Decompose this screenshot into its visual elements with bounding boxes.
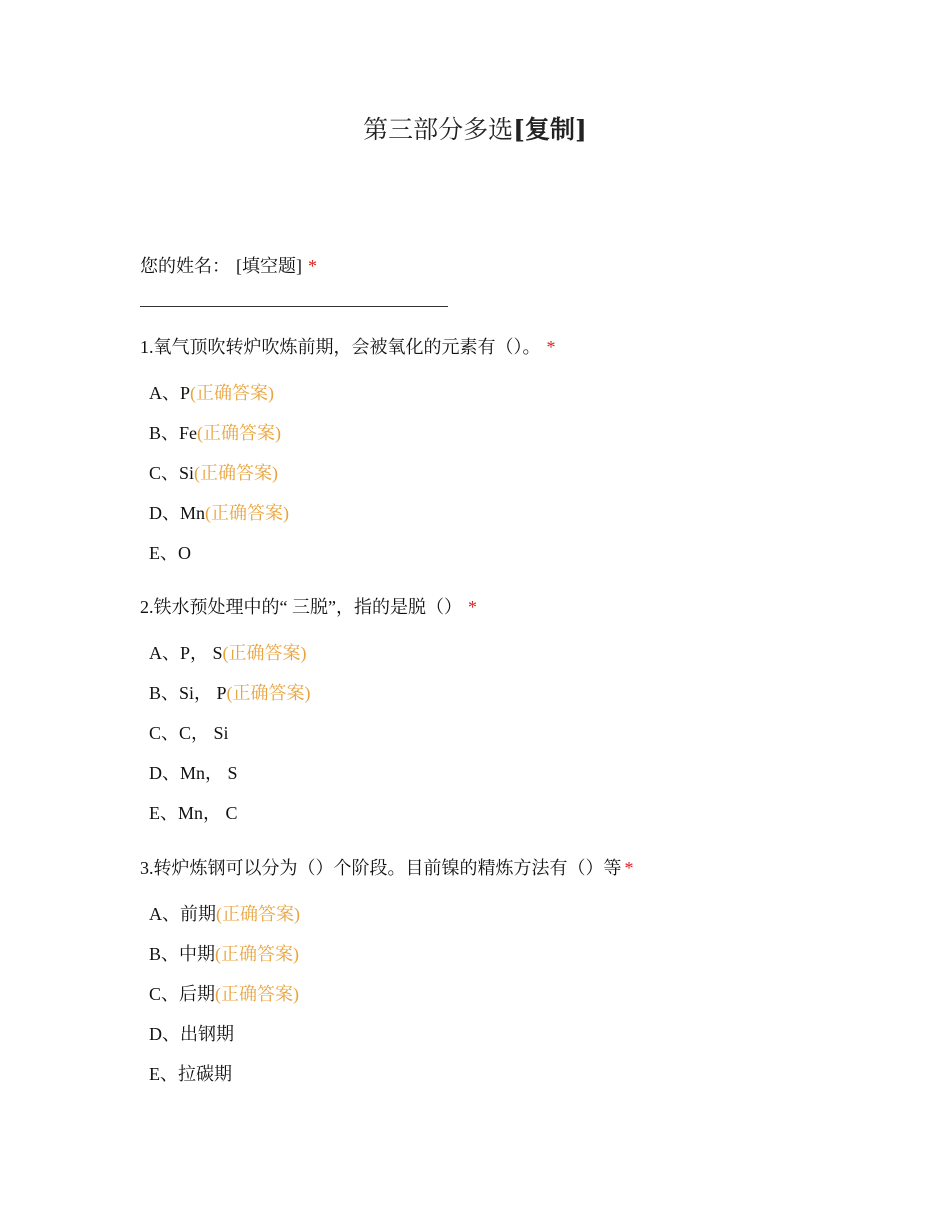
option-label: B、Fe [149, 423, 198, 443]
option-label: A、P [149, 383, 191, 403]
option-2d[interactable] [149, 759, 238, 785]
option-label: A、P， S [149, 643, 223, 663]
required-mark: * [624, 858, 634, 878]
option-label: D、Mn， S [149, 763, 238, 783]
question-text: 3.转炉炼钢可以分为（）个阶段。目前镍的精炼方法有（）等 [140, 858, 622, 878]
question-3 [140, 854, 634, 880]
option-label: C、后期 [149, 984, 216, 1004]
required-mark: * [308, 256, 317, 276]
option-label: D、出钢期 [149, 1024, 234, 1044]
name-input-line[interactable] [140, 306, 448, 307]
correct-answer-tag: (正确答案) [197, 423, 282, 443]
option-label: D、Mn [149, 503, 206, 523]
correct-answer-tag: (正确答案) [205, 503, 290, 523]
question-text: 2.铁水预处理中的“ 三脱”，指的是脱（） [140, 597, 462, 617]
option-2e[interactable] [149, 799, 238, 825]
option-1a[interactable] [149, 379, 274, 405]
option-3b[interactable] [149, 940, 299, 966]
correct-answer-tag: (正确答案) [222, 643, 307, 663]
correct-answer-tag: (正确答案) [216, 904, 300, 924]
option-3c[interactable] [149, 980, 299, 1006]
option-label: C、Si [149, 463, 195, 483]
correct-answer-tag: (正确答案) [226, 683, 311, 703]
title-main: 第三部分多选 [363, 115, 514, 144]
correct-answer-tag: (正确答案) [215, 984, 300, 1004]
option-label: B、中期 [149, 944, 216, 964]
option-2a[interactable] [149, 639, 307, 665]
title-copy-tag: [复制] [513, 115, 587, 144]
option-1d[interactable] [149, 499, 289, 525]
correct-answer-tag: (正确答案) [215, 944, 300, 964]
option-label: A、前期 [149, 904, 216, 924]
option-3d[interactable] [149, 1020, 234, 1046]
correct-answer-tag: (正确答案) [194, 463, 279, 483]
option-label: E、拉碳期 [149, 1064, 232, 1084]
option-2c[interactable] [149, 719, 229, 745]
question-2 [140, 593, 477, 619]
option-label: E、O [149, 543, 191, 563]
option-1e[interactable] [149, 539, 191, 565]
option-1b[interactable] [149, 419, 281, 445]
option-1c[interactable] [149, 459, 278, 485]
name-question [140, 252, 317, 278]
required-mark: * [467, 597, 477, 617]
option-2b[interactable] [149, 679, 311, 705]
question-type: [填空题] [236, 256, 302, 276]
question-1 [140, 333, 556, 359]
option-label: E、Mn， C [149, 803, 238, 823]
name-label: 您的姓名： [140, 256, 230, 276]
required-mark: * [546, 337, 556, 357]
option-3e[interactable] [149, 1060, 232, 1086]
option-3a[interactable] [149, 900, 300, 926]
correct-answer-tag: (正确答案) [190, 383, 275, 403]
option-label: B、Si， P [149, 683, 227, 703]
option-label: C、C， Si [149, 723, 229, 743]
question-text: 1.氧气顶吹转炉吹炼前期，会被氧化的元素有（）。 [140, 337, 541, 357]
page-title [0, 110, 950, 146]
